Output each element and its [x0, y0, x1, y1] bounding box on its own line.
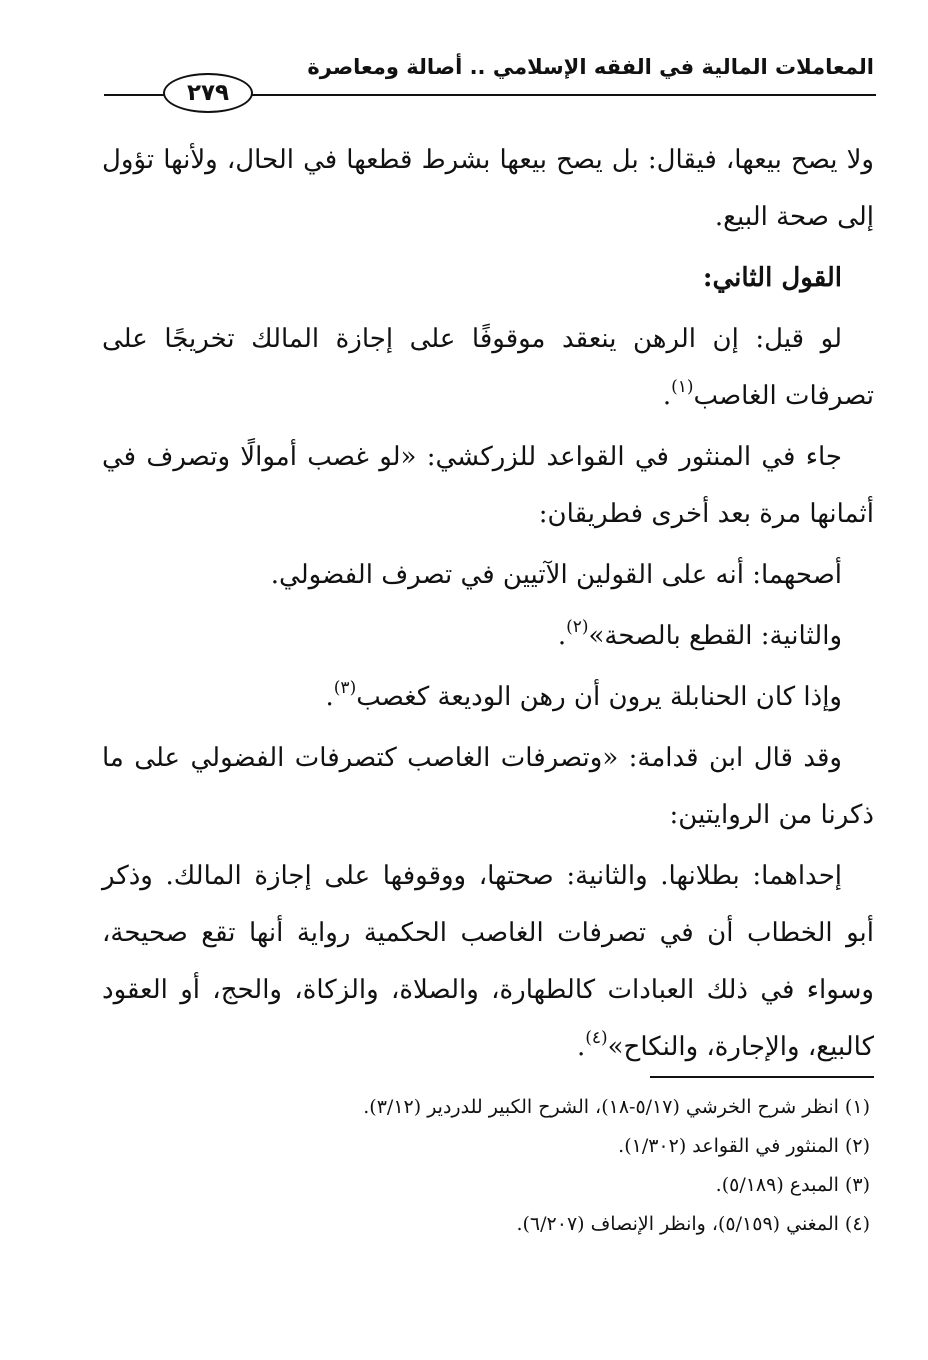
footnotes [100, 1088, 870, 1244]
paragraph-1 [102, 132, 874, 246]
paragraph-7-text: وقد قال ابن قدامة: «وتصرفات الغاصب كتصرفات الفضولي على ما ذكرنا من الروايتين: [102, 743, 874, 830]
paragraph-3-text: جاء في المنثور في القواعد للزركشي: «لو غصب أموالًا وتصرف في أثمانها مرة بعد أخرى فطريقان: [102, 442, 874, 529]
paragraph-2-period: . [662, 381, 672, 411]
main-text [102, 132, 874, 1080]
paragraph-8-period: . [576, 1032, 586, 1062]
footnote-2: (٢) المنثور في القواعد (١/٣٠٢). [618, 1135, 870, 1157]
footnote-4: (٤) المغني (٥/١٥٩)، وانظر الإنصاف (٦/٢٠٧). [516, 1213, 870, 1235]
footnote-1: (١) انظر شرح الخرشي (٥/١٧-١٨)، الشرح الكبير للدردير (٣/١٢). [363, 1096, 870, 1118]
paragraph-8-text: إحداهما: بطلانها. والثانية: صحتها، ووقوفها على إجازة المالك. وذكر أبو الخطاب أن في تصرفات الغاصب الحكمية رواية أنها تقع صحيحة، وسواء في ذلك العبادات كالطهارة، والصلاة، والزكاة، والحج، أو العقود كالبيع، والإجارة، والنكاح» [102, 861, 874, 1062]
footnote-ref-3: (٣) [333, 678, 357, 698]
paragraph-4 [102, 547, 874, 604]
paragraph-8 [102, 848, 874, 1076]
paragraph-6-text: وإذا كان الحنابلة يرون أن رهن الوديعة كغصب [356, 682, 842, 712]
footnote-ref-1: (١) [671, 377, 694, 397]
paragraph-2-text: لو قيل: إن الرهن ينعقد موقوفًا على إجازة المالك تخريجًا على تصرفات الغاصب [102, 324, 874, 411]
paragraph-4-text: أصحهما: أنه على القولين الآتيين في تصرف الفضولي. [270, 560, 842, 590]
paragraph-1-text: ولا يصح بيعها، فيقال: بل يصح بيعها بشرط قطعها في الحال، ولأنها تؤول إلى صحة البيع. [102, 145, 874, 232]
footnote-ref-4: (٤) [585, 1028, 608, 1048]
paragraph-5-period: . [557, 621, 567, 651]
section-heading [102, 250, 874, 307]
paragraph-3 [102, 429, 874, 543]
section-heading-text: القول الثاني: [702, 263, 842, 293]
running-title: المعاملات المالية في الفقه الإسلامي .. أصالة ومعاصرة [307, 55, 874, 79]
paragraph-5 [102, 608, 874, 665]
footnote-rule [650, 1076, 874, 1078]
page-number: ٢٧٩ [163, 73, 253, 113]
footnote-ref-2: (٢) [566, 617, 589, 637]
paragraph-7 [102, 730, 874, 844]
footnote-3: (٣) المبدع (٥/١٨٩). [715, 1174, 870, 1196]
paragraph-5-text: والثانية: القطع بالصحة» [588, 621, 842, 651]
paragraph-6 [102, 669, 874, 726]
paragraph-6-period: . [325, 682, 334, 712]
paragraph-2 [102, 311, 874, 425]
